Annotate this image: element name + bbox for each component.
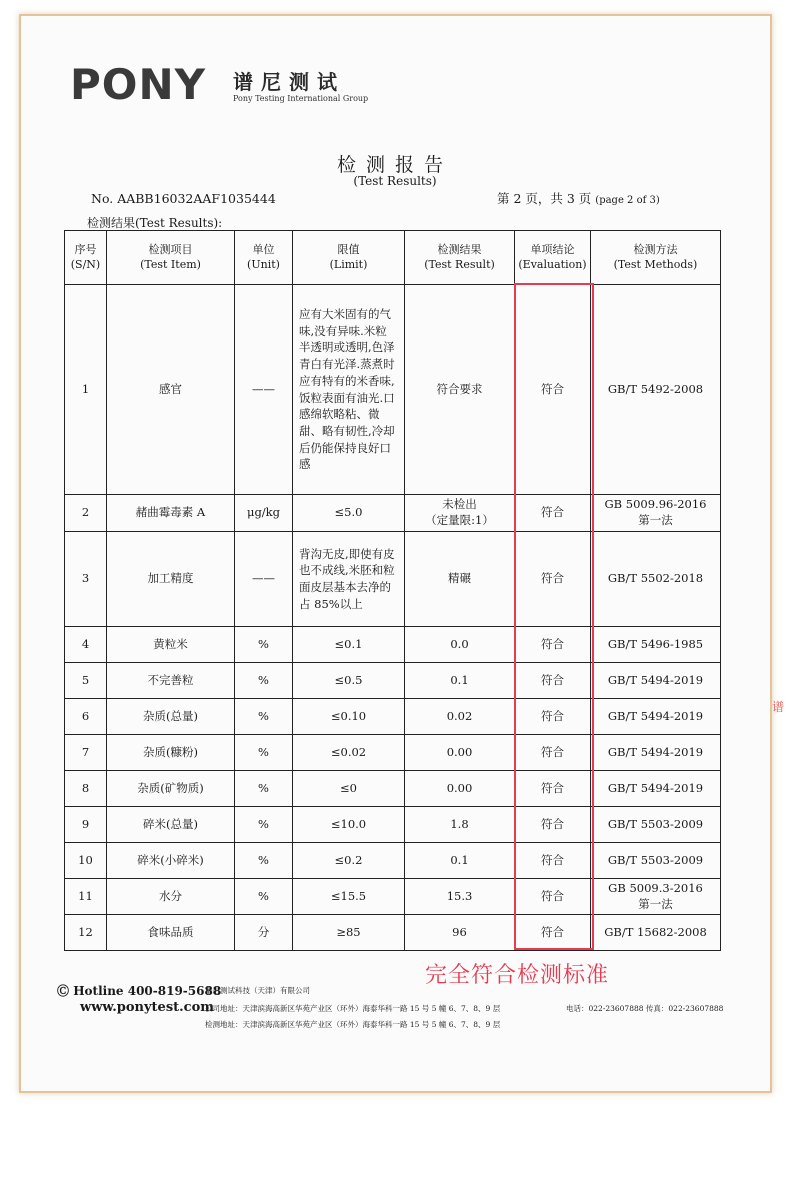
column-header-cn: 检测项目 xyxy=(148,242,193,256)
table-header-row xyxy=(65,231,721,285)
cell-eval: 符合 xyxy=(515,771,591,807)
cell-result: 0.0 xyxy=(405,627,515,663)
cell-eval: 符合 xyxy=(515,915,591,951)
cell-result: 未检出 （定量限:1） xyxy=(405,495,515,532)
brand-name-cn: 谱尼测试 xyxy=(233,70,345,94)
company-address: 公司地址：天津滨海高新区华苑产业区（环外）海泰华科一路 15 号 5 幢 6、7、8、9 层 xyxy=(205,1004,501,1013)
column-header xyxy=(405,231,515,285)
cell-result: 1.8 xyxy=(405,807,515,843)
report-number: No. AABB16032AAF1035444 xyxy=(91,191,276,206)
cell-item: 食味品质 xyxy=(107,915,235,951)
page-info-en: (page 2 of 3) xyxy=(595,195,660,206)
edge-seal-mark: 谱 xyxy=(772,700,785,714)
cell-sn: 11 xyxy=(65,879,107,915)
table-row xyxy=(65,285,721,495)
column-header-cn: 检测方法 xyxy=(633,242,678,256)
table-row xyxy=(65,843,721,879)
cell-sn: 7 xyxy=(65,735,107,771)
cell-unit: % xyxy=(235,879,293,915)
cell-result: 96 xyxy=(405,915,515,951)
report-title: 检测报告 xyxy=(336,154,453,176)
column-header-en: (Test Result) xyxy=(424,257,495,271)
website-link[interactable]: www.ponytest.com xyxy=(80,1000,215,1015)
column-header-en: (Unit) xyxy=(247,257,280,271)
cell-method: GB 5009.3-2016 第一法 xyxy=(591,879,721,915)
cell-eval: 符合 xyxy=(515,532,591,627)
cell-sn: 3 xyxy=(65,532,107,627)
cell-eval: 符合 xyxy=(515,807,591,843)
cell-eval: 符合 xyxy=(515,285,591,495)
cell-method: GB/T 5494-2019 xyxy=(591,699,721,735)
column-header-en: (Evaluation) xyxy=(518,257,587,271)
cell-unit: 分 xyxy=(235,915,293,951)
cell-unit: % xyxy=(235,627,293,663)
table-row xyxy=(65,771,721,807)
cell-limit: ≤0.2 xyxy=(293,843,405,879)
cell-sn: 5 xyxy=(65,663,107,699)
cell-unit: % xyxy=(235,735,293,771)
cell-eval: 符合 xyxy=(515,663,591,699)
cell-limit: ≤0.1 xyxy=(293,627,405,663)
cell-method: GB/T 5494-2019 xyxy=(591,771,721,807)
cell-method: GB/T 5492-2008 xyxy=(591,285,721,495)
brand-name-en: Pony Testing International Group xyxy=(233,94,369,103)
column-header-cn: 单项结论 xyxy=(530,242,575,256)
cell-eval: 符合 xyxy=(515,699,591,735)
cell-result: 0.00 xyxy=(405,735,515,771)
column-header xyxy=(65,231,107,285)
cell-limit: ≤15.5 xyxy=(293,879,405,915)
cell-item: 不完善粒 xyxy=(107,663,235,699)
cell-method: GB/T 5496-1985 xyxy=(591,627,721,663)
column-header xyxy=(591,231,721,285)
table-row xyxy=(65,879,721,915)
cell-item: 黄粒米 xyxy=(107,627,235,663)
cell-method: GB/T 5502-2018 xyxy=(591,532,721,627)
pony-logo xyxy=(70,60,207,109)
cell-item: 碎米(小碎米) xyxy=(107,843,235,879)
phone-fax: 电话：022-23607888 传真：022-23607888 xyxy=(566,1004,724,1013)
results-label: 检测结果(Test Results): xyxy=(87,216,223,230)
table-row xyxy=(65,495,721,532)
cell-limit: ≤0 xyxy=(293,771,405,807)
column-header-cn: 限值 xyxy=(337,242,360,256)
cell-result: 0.02 xyxy=(405,699,515,735)
cell-result: 精碾 xyxy=(405,532,515,627)
cell-eval: 符合 xyxy=(515,879,591,915)
cell-result: 0.1 xyxy=(405,663,515,699)
cell-item: 赭曲霉毒素 A xyxy=(107,495,235,532)
cell-limit: ≤5.0 xyxy=(293,495,405,532)
cell-unit: % xyxy=(235,663,293,699)
column-header xyxy=(107,231,235,285)
table-row xyxy=(65,915,721,951)
cell-limit: 背沟无皮,即使有皮也不成线,米胚和粒面皮层基本去净的占 85%以上 xyxy=(293,532,405,627)
cell-item: 杂质(矿物质) xyxy=(107,771,235,807)
cell-limit: ≤10.0 xyxy=(293,807,405,843)
column-header-en: (S/N) xyxy=(70,257,101,271)
cell-limit: ≤0.02 xyxy=(293,735,405,771)
hotline-text: Hotline 400-819-5688 xyxy=(73,984,222,998)
cell-sn: 2 xyxy=(65,495,107,532)
hotline: Ⓒ Hotline 400-819-5688 xyxy=(57,984,222,998)
cell-sn: 6 xyxy=(65,699,107,735)
column-header-cn: 单位 xyxy=(252,242,275,256)
cell-method: GB/T 5503-2009 xyxy=(591,843,721,879)
cell-unit: % xyxy=(235,807,293,843)
lab-address: 检测地址：天津滨海高新区华苑产业区（环外）海泰华科一路 15 号 5 幢 6、7、8、9 层 xyxy=(205,1020,501,1029)
column-header-cn: 检测结果 xyxy=(437,242,482,256)
cell-method: GB 5009.96-2016 第一法 xyxy=(591,495,721,532)
cell-method: GB/T 5503-2009 xyxy=(591,807,721,843)
cell-unit: % xyxy=(235,699,293,735)
cell-item: 杂质(总量) xyxy=(107,699,235,735)
cell-sn: 12 xyxy=(65,915,107,951)
column-header-en: (Test Methods) xyxy=(613,257,698,271)
cell-method: GB/T 15682-2008 xyxy=(591,915,721,951)
cell-unit: μg/kg xyxy=(235,495,293,532)
cell-item: 加工精度 xyxy=(107,532,235,627)
page-info xyxy=(497,189,660,207)
table-row xyxy=(65,807,721,843)
cell-item: 杂质(糠粉) xyxy=(107,735,235,771)
cell-eval: 符合 xyxy=(515,627,591,663)
cell-result: 符合要求 xyxy=(405,285,515,495)
cell-sn: 9 xyxy=(65,807,107,843)
table-row xyxy=(65,532,721,627)
cell-limit: 应有大米固有的气味,没有异味.米粒半透明或透明,色泽青白有光泽.蒸煮时应有特有的米香味,饭粒表面有油光.口感绵软略粘、微甜、略有韧性,冷却后仍能保持良好口感 xyxy=(293,285,405,495)
column-header-cn: 序号 xyxy=(74,242,97,256)
cell-item: 水分 xyxy=(107,879,235,915)
cell-limit: ≥85 xyxy=(293,915,405,951)
cell-method: GB/T 5494-2019 xyxy=(591,735,721,771)
conformity-annotation: 完全符合检测标准 xyxy=(425,963,610,988)
logo-text: PONY xyxy=(70,60,207,109)
cell-eval: 符合 xyxy=(515,495,591,532)
table-row xyxy=(65,663,721,699)
cell-item: 碎米(总量) xyxy=(107,807,235,843)
cell-result: 0.00 xyxy=(405,771,515,807)
report-subtitle: (Test Results) xyxy=(353,174,437,188)
cell-result: 0.1 xyxy=(405,843,515,879)
cell-eval: 符合 xyxy=(515,735,591,771)
cell-sn: 1 xyxy=(65,285,107,495)
cell-item: 感官 xyxy=(107,285,235,495)
cell-unit: —— xyxy=(235,532,293,627)
table-row xyxy=(65,699,721,735)
cell-eval: 符合 xyxy=(515,843,591,879)
column-header xyxy=(293,231,405,285)
table-row xyxy=(65,627,721,663)
cell-unit: —— xyxy=(235,285,293,495)
column-header xyxy=(515,231,591,285)
cell-method: GB/T 5494-2019 xyxy=(591,663,721,699)
evaluation-highlight-box xyxy=(514,283,594,950)
cell-unit: % xyxy=(235,843,293,879)
cell-limit: ≤0.5 xyxy=(293,663,405,699)
company-name: 谱尼测试科技（天津）有限公司 xyxy=(205,986,310,995)
column-header xyxy=(235,231,293,285)
cell-sn: 8 xyxy=(65,771,107,807)
column-header-en: (Limit) xyxy=(329,257,368,271)
cell-limit: ≤0.10 xyxy=(293,699,405,735)
cell-unit: % xyxy=(235,771,293,807)
column-header-en: (Test Item) xyxy=(140,257,201,271)
page-info-cn: 第 2 页，共 3 页 xyxy=(497,191,592,206)
cell-result: 15.3 xyxy=(405,879,515,915)
results-table xyxy=(64,230,721,951)
cell-sn: 4 xyxy=(65,627,107,663)
cell-sn: 10 xyxy=(65,843,107,879)
table-row xyxy=(65,735,721,771)
